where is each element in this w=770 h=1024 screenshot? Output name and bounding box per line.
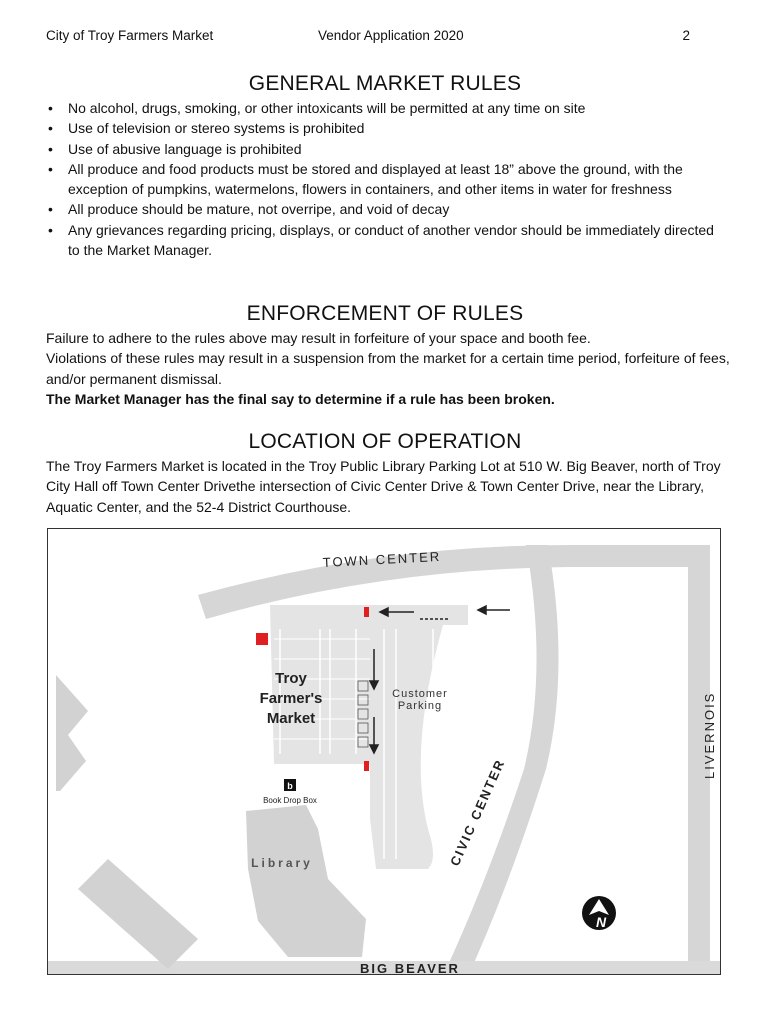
big-beaver-label: BIG BEAVER xyxy=(360,961,460,976)
book-drop-label: Book Drop Box xyxy=(263,796,317,805)
west-building xyxy=(56,675,88,791)
location-text: The Troy Farmers Market is located in the Troy Public Library Parking Lot at 510 W. Big Beaver, north of Troy City Hall off Town Center Drivethe intersection of Civic Center Drive & Town Center Drive, near the Library, Aquatic Center, and the 52-4 District Courthouse. xyxy=(46,458,721,515)
bullet-icon: • xyxy=(48,160,53,177)
bullet-icon: • xyxy=(48,140,53,157)
livernois-label: LIVERNOIS xyxy=(702,691,717,779)
map-drawing xyxy=(48,529,721,975)
general-rules-list xyxy=(46,98,718,260)
page-header xyxy=(46,28,690,46)
rule-item: • All produce should be mature, not overripe, and void of decay xyxy=(46,199,718,219)
page-number: 2 xyxy=(682,28,690,43)
location-map xyxy=(47,528,721,975)
bullet-icon: • xyxy=(48,120,53,137)
enforcement-line: Failure to adhere to the rules above may result in forfeiture of your space and booth fee. xyxy=(46,330,591,346)
north-label: N xyxy=(596,914,607,930)
rule-item: • Use of television or stereo systems is prohibited xyxy=(46,118,718,138)
market-label-3: Market xyxy=(266,710,316,727)
bullet-icon: • xyxy=(48,100,53,116)
general-rules-heading: GENERAL MARKET RULES xyxy=(248,72,522,95)
exit-marker xyxy=(364,761,369,771)
rule-item: • All produce and food products must be stored and displayed at least 18” above the ground, with the exception of pumpkins, watermelons, flowers in containers, and other items in water for freshness xyxy=(48,160,683,198)
market-label-2: Farmer's xyxy=(259,690,323,707)
parking-label-1: Customer xyxy=(392,688,448,700)
enforcement-heading: ENFORCEMENT OF RULES xyxy=(246,302,524,325)
market-label-1: Troy xyxy=(275,670,307,687)
southwest-building xyxy=(78,859,198,969)
rule-item: • Use of abusive language is prohibited xyxy=(46,139,718,159)
enforcement-text xyxy=(46,328,736,409)
enforcement-final-say: The Market Manager has the final say to determine if a rule has been broken. xyxy=(46,390,555,407)
enforcement-line: Violations of these rules may result in a suspension from the market for a certain time period, forfeiture of fees, and/or permanent dismissal. xyxy=(46,350,730,387)
restroom-marker xyxy=(256,633,268,645)
rule-item: • No alcohol, drugs, smoking, or other intoxicants will be permitted at any time on site xyxy=(46,98,718,118)
entrance-marker xyxy=(364,607,369,617)
location-heading: LOCATION OF OPERATION xyxy=(248,430,522,453)
library-label: Library xyxy=(251,856,313,870)
civic-center-label: CIVIC CENTER xyxy=(447,756,508,869)
header-organization: City of Troy Farmers Market xyxy=(46,28,214,43)
header-document-title: Vendor Application 2020 xyxy=(318,28,464,43)
library-building xyxy=(246,805,366,957)
svg-text:b: b xyxy=(287,781,293,791)
parking-label-2: Parking xyxy=(397,700,443,712)
bullet-icon: • xyxy=(48,221,53,238)
town-center-label: TOWN CENTER xyxy=(322,548,442,570)
rule-item: • Any grievances regarding pricing, displays, or conduct of another vendor should be immediately directed to the Market Manager. xyxy=(48,221,714,259)
bullet-icon: • xyxy=(48,201,53,218)
